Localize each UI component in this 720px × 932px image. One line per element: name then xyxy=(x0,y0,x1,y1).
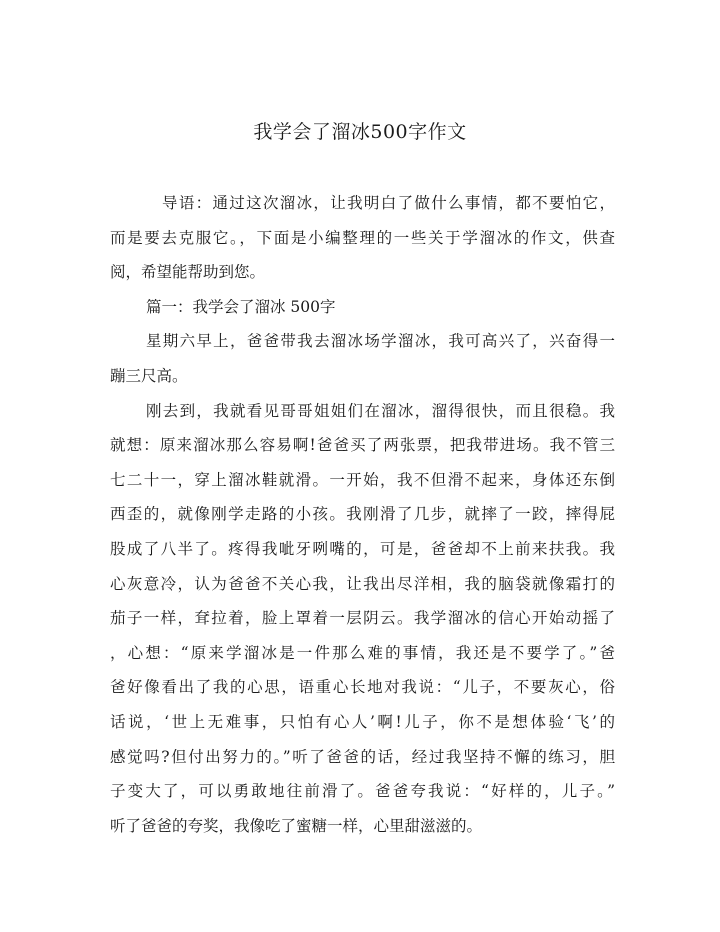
section-heading: 篇一：我学会了溜冰 500字 xyxy=(146,297,336,316)
text-line: 茄子一样，耷拉着，脸上罩着一层阴云。我学溜冰的信心开始动摇了 xyxy=(110,609,615,628)
text-line: 七二十一，穿上溜冰鞋就滑。一开始，我不但滑不起来，身体还东倒 xyxy=(110,470,615,489)
text-line: 刚去到，我就看见哥哥姐姐们在溜冰，溜得很快，而且很稳。我 xyxy=(146,401,615,420)
text-line: ，心想：“原来学溜冰是一件那么难的事情，我还是不要学了。”爸 xyxy=(110,643,615,662)
text-line: 蹦三尺高。 xyxy=(110,366,188,385)
text-line-intro-1: 导语：通过这次溜冰，让我明白了做什么事情，都不要怕它， xyxy=(162,194,615,212)
text-line: 股成了八半了。疼得我呲牙咧嘴的，可是，爸爸却不上前来扶我。我 xyxy=(110,539,615,558)
text-line: 心灰意冷，认为爸爸不关心我，让我出尽洋相，我的脑袋就像霜打的 xyxy=(110,574,615,593)
text-line: 子变大了，可以勇敢地往前滑了。爸爸夸我说：“好样的，儿子。” xyxy=(110,782,615,801)
text-line: 星期六早上，爸爸带我去溜冰场学溜冰，我可高兴了，兴奋得一 xyxy=(146,332,615,351)
document-title: 我学会了溜冰500字作文 xyxy=(253,121,467,143)
text-line: 听了爸爸的夸奖，我像吃了蜜糖一样，心里甜滋滋的。 xyxy=(110,816,483,835)
text-line: 就想：原来溜冰那么容易啊!爸爸买了两张票，把我带进场。我不管三 xyxy=(110,436,615,455)
text-line: 西歪的，就像刚学走路的小孩。我刚滑了几步，就摔了一跤，摔得屁 xyxy=(110,505,615,524)
text-line: 感觉吗?但付出努力的。”听了爸爸的话，经过我坚持不懈的练习，胆 xyxy=(110,747,615,766)
text-line: 爸好像看出了我的心思，语重心长地对我说：“儿子，不要灰心，俗 xyxy=(110,678,615,697)
document-body xyxy=(110,186,615,843)
text-line: 话说，‘世上无难事，只怕有心人’啊!儿子，你不是想体验‘飞’的 xyxy=(110,712,615,731)
text-line: 而是要去克服它。，下面是小编整理的一些关于学溜冰的作文，供查 xyxy=(110,228,615,247)
text-line: 阅，希望能帮助到您。 xyxy=(110,263,266,282)
